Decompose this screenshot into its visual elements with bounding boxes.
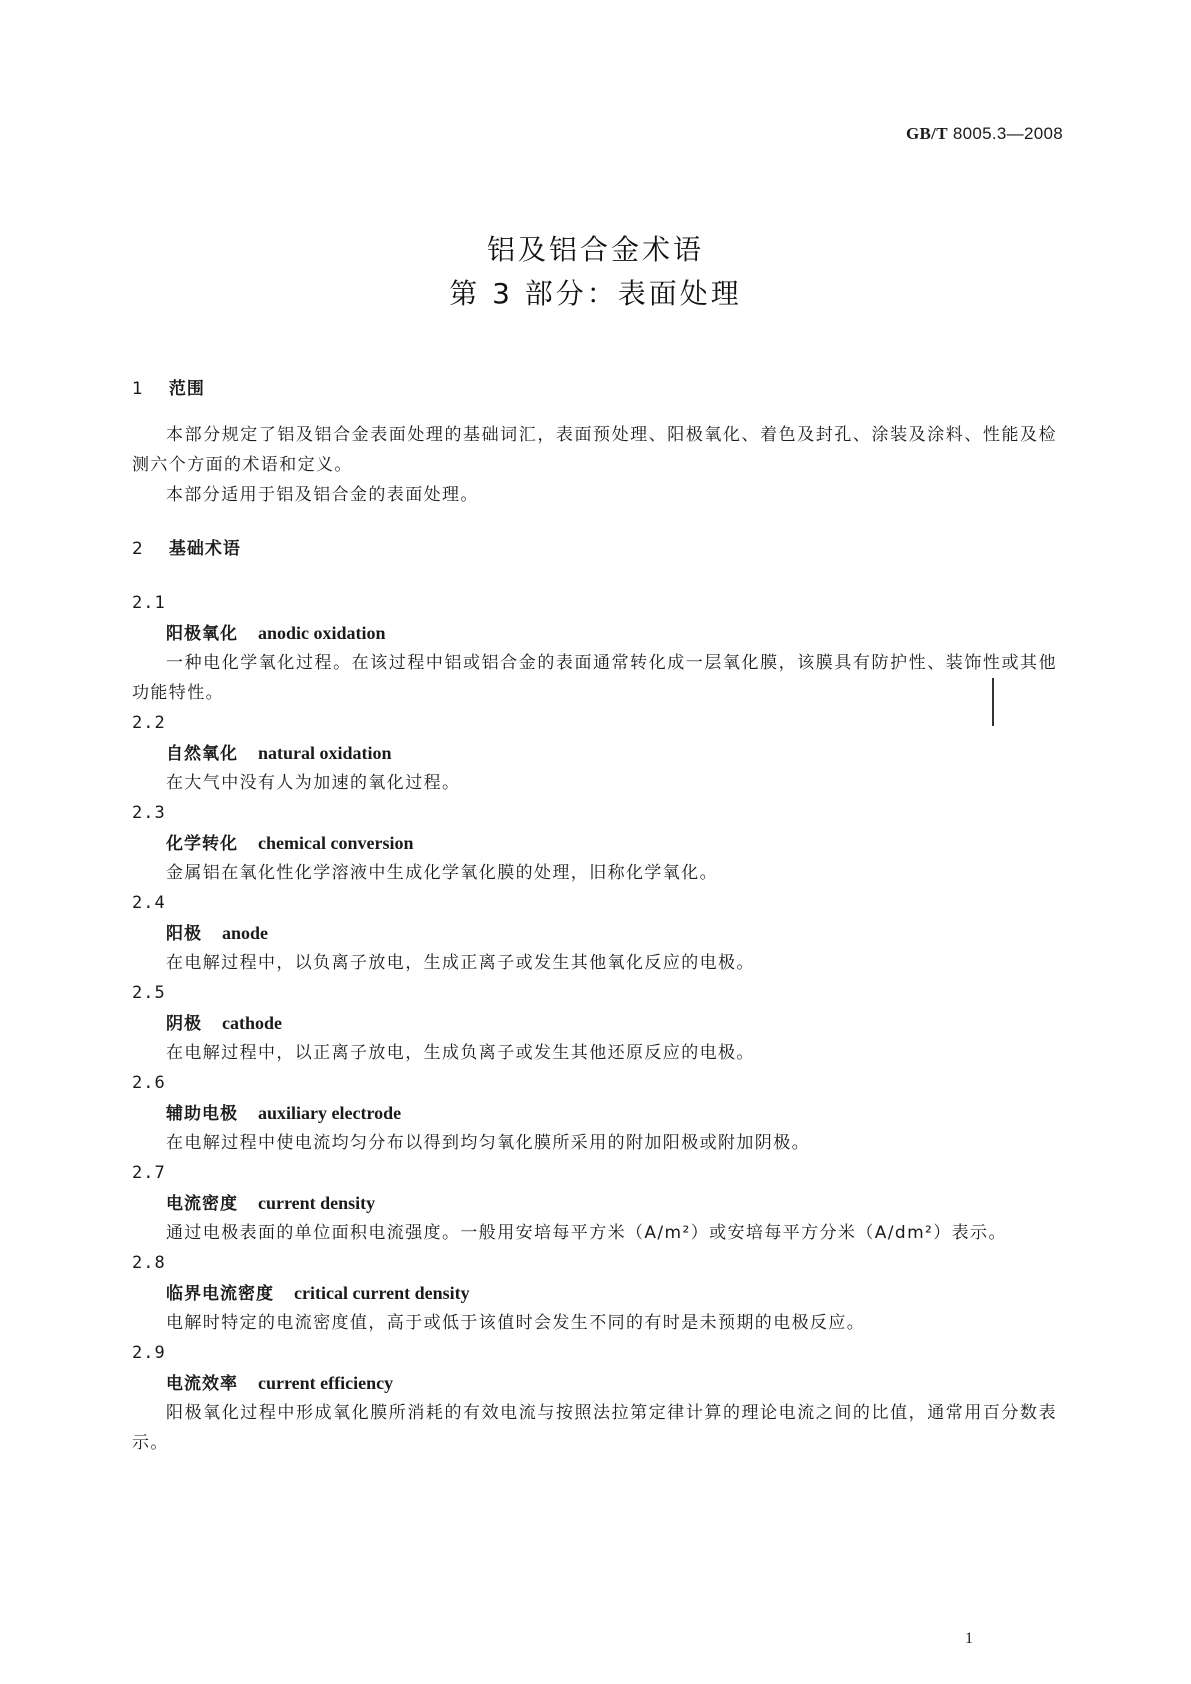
term-entry — [132, 1068, 1057, 1158]
term-name-chinese: 自然氧化 — [166, 744, 238, 764]
term-entry — [132, 978, 1057, 1068]
term-number: 2.9 — [132, 1343, 166, 1363]
term-name-english: current efficiency — [258, 1373, 394, 1393]
term-name-chinese: 电流效率 — [166, 1374, 238, 1394]
chapter-title: 基础术语 — [168, 539, 241, 559]
term-name — [132, 1188, 1057, 1218]
term-name — [132, 1368, 1057, 1398]
chapter-number: 2 — [132, 539, 144, 559]
term-number: 2.4 — [132, 893, 166, 913]
term-name-english: current density — [258, 1193, 376, 1213]
term-name — [132, 1278, 1057, 1308]
revision-margin-mark — [992, 678, 994, 726]
chapter-number: 1 — [132, 379, 144, 399]
term-definition: 金属铝在氧化性化学溶液中生成化学氧化膜的处理，旧称化学氧化。 — [166, 863, 718, 883]
term-number: 2.3 — [132, 803, 166, 823]
term-name-chinese: 临界电流密度 — [166, 1284, 274, 1304]
term-name — [132, 738, 1057, 768]
term-name-english: critical current density — [294, 1283, 470, 1303]
term-name-chinese: 化学转化 — [166, 834, 238, 854]
term-definition: 在电解过程中，以负离子放电，生成正离子或发生其他氧化反应的电极。 — [166, 953, 755, 973]
term-name — [132, 828, 1057, 858]
term-name-chinese: 电流密度 — [166, 1194, 238, 1214]
chapter-heading-scope — [132, 374, 1057, 404]
chapter-heading-basic-terms — [132, 534, 1057, 564]
term-number: 2.8 — [132, 1253, 166, 1273]
term-definition: 一种电化学氧化过程。在该过程中铝或铝合金的表面通常转化成一层氧化膜，该膜具有防护性、装饰性或其他功能特性。 — [132, 653, 1057, 703]
term-name-chinese: 辅助电极 — [166, 1104, 238, 1124]
title-line-1: 铝及铝合金术语 — [486, 233, 704, 266]
term-entry — [132, 588, 1057, 708]
term-number: 2.2 — [132, 713, 166, 733]
term-name-english: anode — [222, 923, 269, 943]
term-entry — [132, 1338, 1057, 1458]
term-name-chinese: 阳极氧化 — [166, 624, 238, 644]
standard-code: GB/T — [906, 124, 948, 143]
term-number: 2.1 — [132, 593, 166, 613]
term-definition: 在电解过程中，以正离子放电，生成负离子或发生其他还原反应的电极。 — [166, 1043, 755, 1063]
document-body — [132, 374, 1057, 1458]
scope-paragraph: 本部分规定了铝及铝合金表面处理的基础词汇，表面预处理、阳极氧化、着色及封孔、涂装及涂料、性能及检测六个方面的术语和定义。 — [132, 425, 1057, 475]
term-name-chinese: 阴极 — [166, 1014, 202, 1034]
term-definition: 通过电极表面的单位面积电流强度。一般用安培每平方米（A/m²）或安培每平方分米（A/dm²）表示。 — [166, 1223, 1007, 1243]
title-line-2: 第 3 部分：表面处理 — [449, 277, 742, 310]
terms-list — [132, 588, 1057, 1458]
term-definition: 电解时特定的电流密度值，高于或低于该值时会发生不同的有时是未预期的电极反应。 — [166, 1313, 866, 1333]
term-definition: 在电解过程中使电流均匀分布以得到均匀氧化膜所采用的附加阳极或附加阴极。 — [166, 1133, 810, 1153]
standard-version: 8005.3—2008 — [952, 124, 1063, 143]
standard-number — [906, 124, 1063, 144]
term-entry — [132, 1248, 1057, 1338]
term-name-english: chemical conversion — [258, 833, 414, 853]
page-number: 1 — [965, 1630, 973, 1647]
scope-paragraph: 本部分适用于铝及铝合金的表面处理。 — [166, 485, 479, 505]
term-entry — [132, 888, 1057, 978]
term-name — [132, 1008, 1057, 1038]
term-name-english: auxiliary electrode — [258, 1103, 402, 1123]
term-name — [132, 918, 1057, 948]
term-name — [132, 618, 1057, 648]
term-definition: 在大气中没有人为加速的氧化过程。 — [166, 773, 461, 793]
term-name-english: natural oxidation — [258, 743, 392, 763]
term-entry — [132, 708, 1057, 798]
term-number: 2.5 — [132, 983, 166, 1003]
term-name — [132, 1098, 1057, 1128]
term-entry — [132, 1158, 1057, 1248]
term-number: 2.6 — [132, 1073, 166, 1093]
chapter-title: 范围 — [168, 379, 205, 399]
term-name-chinese: 阳极 — [166, 924, 202, 944]
term-name-english: anodic oxidation — [258, 623, 386, 643]
term-name-english: cathode — [222, 1013, 282, 1033]
term-entry — [132, 798, 1057, 888]
term-number: 2.7 — [132, 1163, 166, 1183]
document-title — [0, 228, 1191, 316]
term-definition: 阳极氧化过程中形成氧化膜所消耗的有效电流与按照法拉第定律计算的理论电流之间的比值，通常用百分数表示。 — [132, 1403, 1057, 1453]
